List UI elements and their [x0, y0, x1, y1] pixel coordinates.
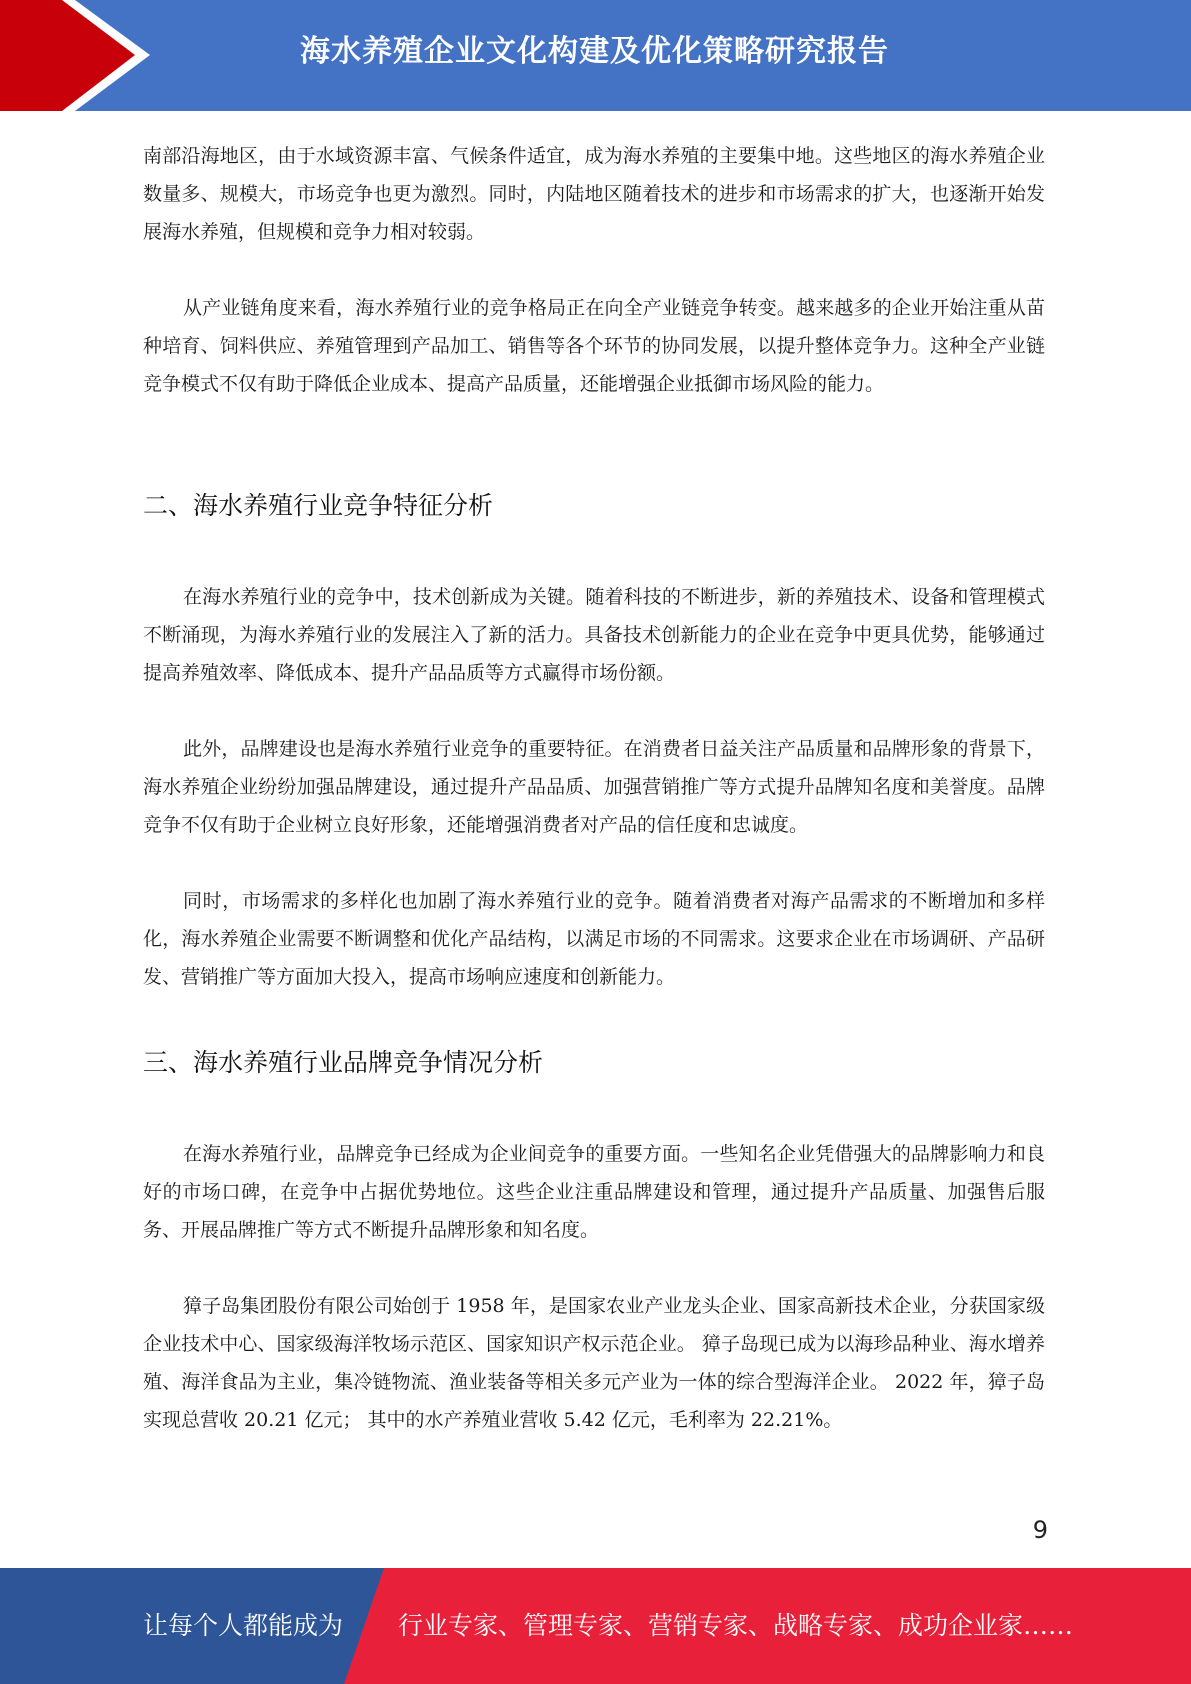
- footer-slogan-left: 让每个人都能成为: [143, 1611, 344, 1640]
- paragraph-technology-innovation: 在海水养殖行业的竞争中，技术创新成为关键。随着科技的不断进步，新的养殖技术、设备和管理模式不断涌现，为海水养殖行业的发展注入了新的活力。具备技术创新能力的企业在竞争中更具优势，能够通过提高养殖效率、降低成本、提升产品品质等方式赢得市场份额。: [143, 586, 1045, 684]
- paragraph-zhangzidao-group: 獐子岛集团股份有限公司始创于 1958 年，是国家农业产业龙头企业、国家高新技术企业，分获国家级企业技术中心、国家级海洋牧场示范区、国家知识产权示范企业。 獐子岛现已成为以海珍品种业、海水增养殖、海洋食品为主业，集冷链物流、渔业装备等相关多元产业为一体的综合型海洋企业。 2022 年，獐子岛实现总营收 20.21 亿元； 其中的水产养殖业营收 5.42 亿元，毛利率为 22.21%。: [143, 1295, 1045, 1431]
- section-heading-competition-features: 二、海水养殖行业竞争特征分析: [143, 491, 494, 520]
- document-title: 海水养殖企业文化构建及优化策略研究报告: [300, 34, 889, 69]
- paragraph-brand-competition: 在海水养殖行业，品牌竞争已经成为企业间竞争的重要方面。一些知名企业凭借强大的品牌影响力和良好的市场口碑，在竞争中占据优势地位。这些企业注重品牌建设和管理，通过提升产品质量、加强售后服务、开展品牌推广等方式不断提升品牌形象和知名度。: [143, 1143, 1045, 1241]
- page-header: [0, 0, 1191, 111]
- section-heading-brand-competition: 三、海水养殖行业品牌竞争情况分析: [143, 1048, 544, 1077]
- paragraph-industry-chain: 从产业链角度来看，海水养殖行业的竞争格局正在向全产业链竞争转变。越来越多的企业开始注重从苗种培育、饲料供应、养殖管理到产品加工、销售等各个环节的协同发展，以提升整体竞争力。这种全产业链竞争模式不仅有助于降低企业成本、提高产品质量，还能增强企业抵御市场风险的能力。: [143, 297, 1045, 395]
- page-number: 9: [1032, 1516, 1048, 1544]
- paragraph-southern-coast: 南部沿海地区，由于水域资源丰富、气候条件适宜，成为海水养殖的主要集中地。这些地区的海水养殖企业数量多、规模大，市场竞争也更为激烈。同时，内陆地区随着技术的进步和市场需求的扩大，也逐渐开始发展海水养殖，但规模和竞争力相对较弱。: [143, 145, 1045, 243]
- footer-slogan-right: 行业专家、管理专家、营销专家、战略专家、成功企业家……: [398, 1611, 1074, 1640]
- paragraph-brand-building: 此外，品牌建设也是海水养殖行业竞争的重要特征。在消费者日益关注产品质量和品牌形象的背景下，海水养殖企业纷纷加强品牌建设，通过提升产品品质、加强营销推广等方式提升品牌知名度和美誉度。品牌竞争不仅有助于企业树立良好形象，还能增强消费者对产品的信任度和忠诚度。: [143, 738, 1045, 836]
- page-footer: [0, 1568, 1191, 1684]
- paragraph-market-demand: 同时，市场需求的多样化也加剧了海水养殖行业的竞争。随着消费者对海产品需求的不断增加和多样化，海水养殖企业需要不断调整和优化产品结构，以满足市场的不同需求。这要求企业在市场调研、产品研发、营销推广等方面加大投入，提高市场响应速度和创新能力。: [143, 890, 1045, 988]
